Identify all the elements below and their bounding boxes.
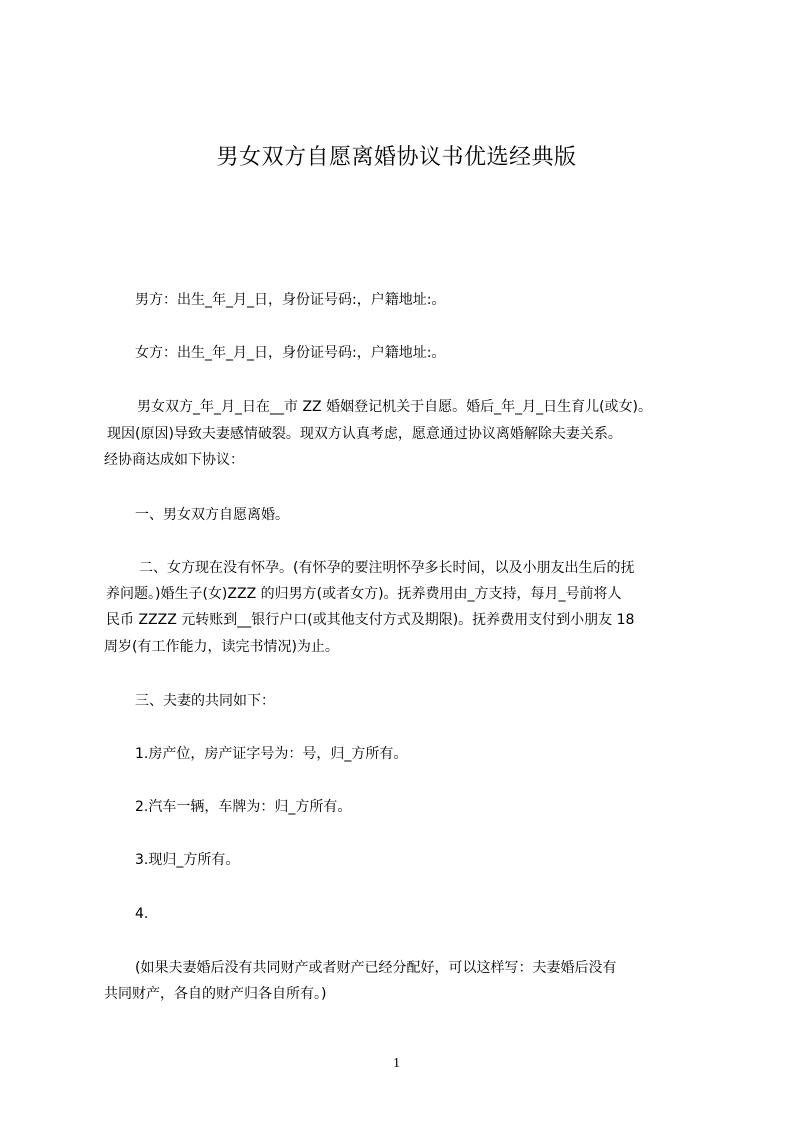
list-item: 3.现归_方所有。 bbox=[135, 852, 240, 868]
paragraph-line: 经协商达成如下协议： bbox=[104, 452, 244, 468]
list-item: 4. bbox=[135, 906, 149, 922]
paragraph-line: 周岁(有工作能力，读完书情况)为止。 bbox=[104, 639, 339, 655]
note-line: 共同财产，各自的财产归各自所有。) bbox=[104, 986, 327, 1002]
clause-heading: 三、夫妻的共同如下： bbox=[135, 693, 275, 709]
page-number: 1 bbox=[393, 1056, 400, 1071]
husband-info-line: 男方：出生_年_月_日，身份证号码:，户籍地址:。 bbox=[135, 292, 446, 308]
paragraph-line: 养问题。)婚生子(女)ZZZ 的归男方(或者女方)。抚养费用由_方支持，每月_号前将人 bbox=[106, 586, 622, 602]
paragraph-line: 二、女方现在没有怀孕。(有怀孕的要注明怀孕多长时间，以及小朋友出生后的抚 bbox=[139, 560, 635, 576]
paragraph-line: 男女双方_年_月_日在__市 ZZ 婚姻登记机关于自愿。婚后_年_月_日生育儿(或女)。 bbox=[137, 399, 653, 415]
document-title: 男女双方自愿离婚协议书优选经典版 bbox=[216, 145, 577, 170]
wife-info-line: 女方：出生_年_月_日，身份证号码:，户籍地址:。 bbox=[135, 345, 446, 361]
list-item: 1.房产位，房产证字号为：号，归_方所有。 bbox=[135, 746, 408, 762]
paragraph-line: 民币 ZZZZ 元转账到__银行户口(或其他支付方式及期限)。抚养费用支付到小朋友 18 bbox=[106, 612, 635, 628]
clause-heading: 一、男女双方自愿离婚。 bbox=[135, 507, 289, 523]
list-item: 2.汽车一辆，车牌为：归_方所有。 bbox=[135, 799, 352, 815]
paragraph-line: 现因(原因)导致夫妻感情破裂。现双方认真考虑，愿意通过协议离婚解除夫妻关系。 bbox=[107, 426, 622, 442]
note-line: (如果夫妻婚后没有共同财产或者财产已经分配好，可以这样写：夫妻婚后没有 bbox=[135, 960, 617, 976]
